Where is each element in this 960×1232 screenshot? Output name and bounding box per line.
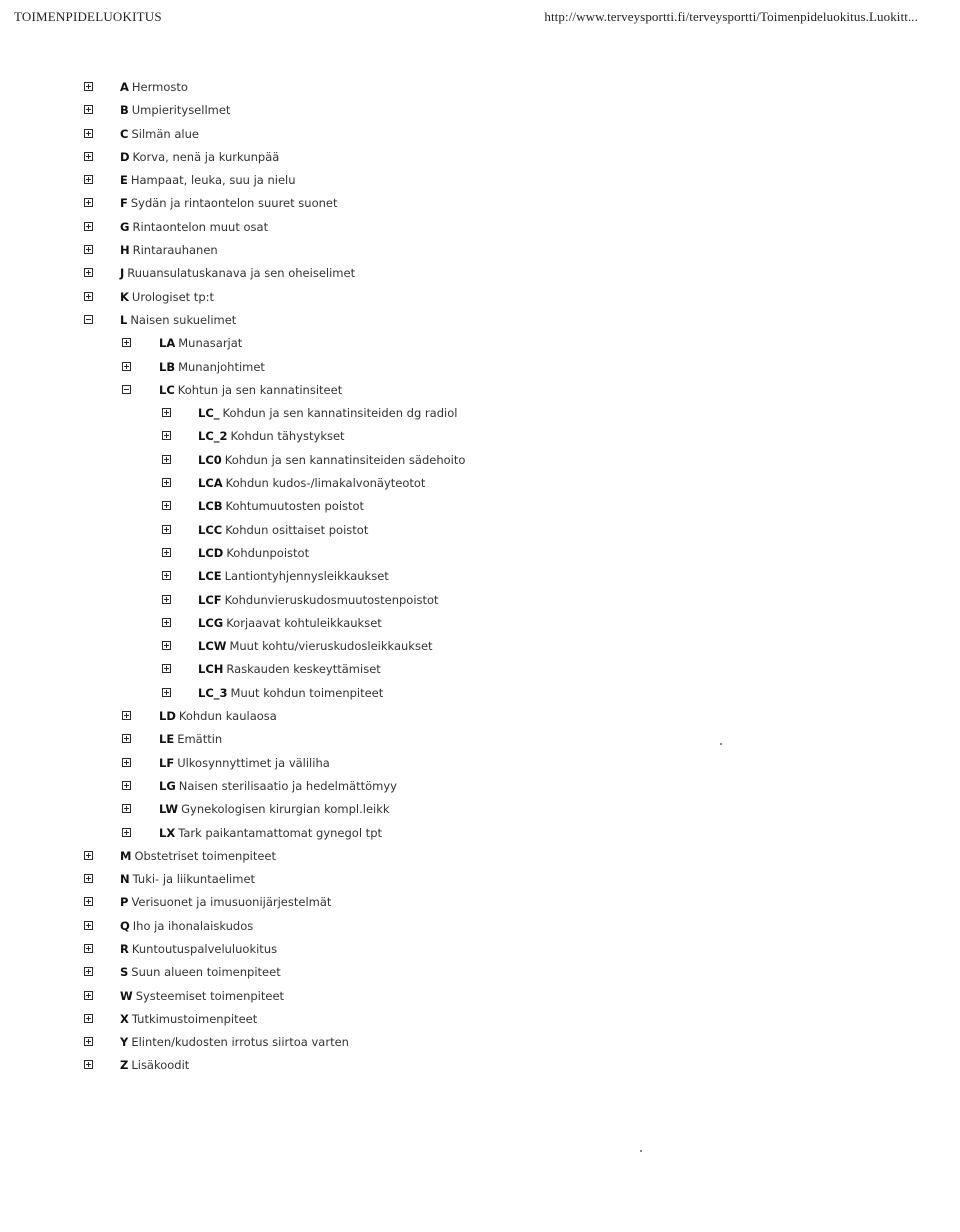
expand-icon[interactable] (162, 455, 171, 464)
scan-speck (720, 743, 722, 745)
tree-node-e[interactable] (0, 169, 900, 192)
tree-node-n[interactable] (0, 868, 900, 891)
tree-node-text[interactable] (198, 565, 389, 588)
tree-node-text[interactable] (159, 752, 330, 775)
tree-node-code: LCG (198, 615, 224, 630)
tree-node-label: Verisuonet ja imusuonijärjestelmät (131, 895, 332, 910)
tree-node-text[interactable] (120, 216, 268, 239)
tree-node-label: Kohdun kudos-/limakalvonäyteotot (225, 476, 426, 491)
tree-node-label: Kohdun ja sen kannatinsiteiden dg radiol (222, 406, 458, 421)
tree-node-label: Emättin (177, 732, 223, 747)
tree-node-text[interactable] (120, 1031, 349, 1054)
tree-node-text[interactable] (120, 192, 337, 215)
tree-node-code: LCF (198, 592, 222, 607)
expand-icon[interactable] (84, 175, 93, 184)
tree-node-label: Rintarauhanen (132, 243, 218, 258)
expand-icon[interactable] (84, 222, 93, 231)
expand-icon[interactable] (84, 944, 93, 953)
page-url[interactable]: http://www.terveysportti.fi/terveysportti/Toimenpideluokitus.Luokitt... (544, 9, 918, 24)
tree-node-lf[interactable] (0, 752, 900, 775)
tree-node-text[interactable] (198, 682, 383, 705)
tree-node-code: LE (159, 732, 175, 747)
tree-node-label: Rintaontelon muut osat (132, 219, 269, 234)
tree-node-code: N (120, 872, 130, 887)
tree-node-code: A (120, 80, 129, 94)
tree-node-text[interactable] (159, 332, 242, 355)
tree-node-code: LC (159, 382, 175, 397)
tree-node-code: LCB (198, 499, 223, 514)
tree-node-code: LA (159, 336, 176, 351)
tree-node-code: E (120, 173, 128, 188)
tree-node-text[interactable] (159, 798, 390, 821)
expand-icon[interactable] (122, 758, 131, 767)
tree-node-text[interactable] (120, 262, 355, 285)
tree-node-code: LC_ (198, 406, 220, 421)
tree-node-text[interactable] (198, 449, 465, 472)
tree-node-g[interactable] (0, 216, 900, 239)
expand-icon[interactable] (122, 362, 131, 371)
tree-node-text[interactable] (120, 169, 296, 192)
expand-icon[interactable] (162, 595, 171, 604)
tree-node-code: LX (159, 825, 176, 840)
tree-node-label: Kohdun osittaiset poistot (225, 522, 369, 537)
tree-node-label: Iho ja ihonalaiskudos (132, 918, 254, 933)
tree-node-w[interactable] (0, 985, 900, 1008)
expand-icon[interactable] (122, 711, 131, 720)
tree-node-label: Kuntoutuspalveluluokitus (131, 941, 278, 956)
tree-node-code: M (120, 848, 132, 863)
tree-node-text[interactable] (120, 76, 188, 99)
tree-node-text[interactable] (120, 123, 199, 146)
expand-icon[interactable] (84, 897, 93, 906)
expand-icon[interactable] (162, 664, 171, 673)
tree-node-label: Tark paikantamattomat gynegol tpt (178, 825, 382, 840)
tree-node-label: Gynekologisen kirurgian kompl.leikk (181, 802, 390, 817)
tree-node-text[interactable] (198, 495, 364, 518)
tree-node-lcb[interactable] (0, 495, 900, 518)
tree-node-code: Y (120, 1035, 129, 1050)
tree-node-code: LCH (198, 662, 224, 677)
tree-node-code: Q (120, 918, 130, 933)
tree-node-lg[interactable] (0, 775, 900, 798)
tree-node-lc0[interactable] (0, 449, 900, 472)
tree-node-label: Kohdun kaulaosa (178, 709, 277, 724)
collapse-icon[interactable] (122, 385, 131, 394)
tree-node-text[interactable] (159, 356, 265, 379)
tree-node-x[interactable] (0, 1008, 900, 1031)
tree-node-d[interactable] (0, 146, 900, 169)
tree-node-lcw[interactable] (0, 635, 900, 658)
tree-node-code: LB (159, 359, 176, 374)
expand-icon[interactable] (122, 828, 131, 837)
classification-tree (0, 76, 900, 1078)
tree-node-text[interactable] (120, 1054, 189, 1077)
tree-node-label: Elinten/kudosten irrotus siirtoa varten (131, 1035, 349, 1050)
tree-node-lc-[interactable] (0, 402, 900, 425)
tree-node-le[interactable] (0, 728, 900, 751)
tree-node-lc-3[interactable] (0, 682, 900, 705)
tree-node-code: X (120, 1011, 129, 1026)
expand-icon[interactable] (84, 292, 93, 301)
tree-node-code: G (120, 219, 130, 234)
tree-node-code: P (120, 895, 129, 910)
tree-node-text[interactable] (198, 542, 309, 565)
tree-node-text[interactable] (120, 938, 277, 961)
tree-node-k[interactable] (0, 286, 900, 309)
tree-node-lw[interactable] (0, 798, 900, 821)
expand-icon[interactable] (84, 198, 93, 207)
tree-node-text[interactable] (159, 822, 382, 845)
expand-icon[interactable] (162, 525, 171, 534)
tree-node-lcc[interactable] (0, 519, 900, 542)
tree-node-label: Obstetriset toimenpiteet (134, 848, 277, 863)
tree-node-label: Kohdunvieruskudosmuutostenpoistot (224, 592, 439, 607)
tree-node-a[interactable] (0, 76, 900, 99)
tree-node-text[interactable] (120, 985, 284, 1008)
tree-node-code: L (120, 312, 128, 327)
tree-node-code: LCD (198, 545, 224, 560)
tree-node-text[interactable] (198, 425, 345, 448)
tree-node-label: Silmän alue (131, 126, 199, 141)
tree-node-text[interactable] (198, 519, 368, 542)
tree-node-text[interactable] (120, 845, 276, 868)
tree-node-code: C (120, 126, 129, 141)
expand-icon[interactable] (122, 338, 131, 347)
tree-node-c[interactable] (0, 123, 900, 146)
expand-icon[interactable] (84, 851, 93, 860)
tree-node-text[interactable] (120, 309, 236, 332)
expand-icon[interactable] (84, 967, 93, 976)
tree-node-label: Ruuansulatuskanava ja sen oheiselimet (127, 266, 356, 281)
tree-node-code: LW (159, 802, 179, 817)
tree-node-label: Suun alueen toimenpiteet (131, 965, 281, 980)
tree-node-code: LG (159, 778, 176, 793)
tree-node-lcg[interactable] (0, 612, 900, 635)
tree-node-text[interactable] (120, 99, 230, 122)
tree-node-text[interactable] (120, 286, 214, 309)
tree-node-code: W (120, 988, 133, 1003)
tree-node-label: Munanjohtimet (178, 359, 265, 374)
collapse-icon[interactable] (84, 315, 93, 324)
tree-node-lcd[interactable] (0, 542, 900, 565)
tree-node-text[interactable] (159, 775, 397, 798)
tree-node-h[interactable] (0, 239, 900, 262)
tree-node-lce[interactable] (0, 565, 900, 588)
tree-node-code: R (120, 941, 129, 956)
tree-node-label: Urologiset tp:t (131, 289, 214, 304)
tree-node-text[interactable] (159, 705, 277, 728)
tree-node-code: LD (159, 709, 176, 724)
tree-node-lc-2[interactable] (0, 425, 900, 448)
expand-icon[interactable] (122, 804, 131, 813)
tree-node-text[interactable] (120, 891, 331, 914)
tree-node-text[interactable] (120, 868, 255, 891)
tree-node-label: Muut kohdun toimenpiteet (230, 685, 384, 700)
tree-node-label: Systeemiset toimenpiteet (135, 988, 285, 1003)
tree-node-code: LC_3 (198, 685, 228, 700)
tree-node-text[interactable] (120, 961, 281, 984)
tree-node-label: Tuki- ja liikuntaelimet (132, 872, 256, 887)
expand-icon[interactable] (162, 408, 171, 417)
tree-node-label: Korva, nenä ja kurkunpää (132, 149, 280, 164)
tree-node-text[interactable] (198, 658, 381, 681)
tree-node-l[interactable] (0, 309, 900, 332)
expand-icon[interactable] (84, 152, 93, 161)
tree-node-text[interactable] (198, 635, 433, 658)
expand-icon[interactable] (84, 1014, 93, 1023)
expand-icon[interactable] (162, 688, 171, 697)
tree-node-label: Kohdunpoistot (226, 545, 310, 560)
expand-icon[interactable] (84, 874, 93, 883)
tree-node-ld[interactable] (0, 705, 900, 728)
tree-node-label: Lisäkoodit (131, 1058, 190, 1073)
tree-node-text[interactable] (198, 472, 425, 495)
expand-icon[interactable] (84, 245, 93, 254)
tree-node-label: Umpieritysellmet (131, 103, 231, 118)
tree-node-code: J (120, 266, 125, 281)
tree-node-code: D (120, 149, 130, 164)
tree-node-label: Korjaavat kohtuleikkaukset (226, 615, 382, 630)
tree-node-code: LCC (198, 522, 223, 537)
tree-node-label: Ulkosynnyttimet ja väliliha (177, 755, 330, 770)
tree-node-lch[interactable] (0, 658, 900, 681)
tree-node-code: S (120, 965, 129, 980)
tree-node-label: Hermosto (131, 80, 188, 94)
tree-node-text[interactable] (120, 146, 279, 169)
tree-node-code: H (120, 243, 130, 258)
tree-node-label: Tutkimustoimenpiteet (131, 1011, 258, 1026)
tree-node-label: Kohtun ja sen kannatinsiteet (177, 382, 343, 397)
expand-icon[interactable] (162, 478, 171, 487)
tree-node-code: LF (159, 755, 175, 770)
tree-node-s[interactable] (0, 961, 900, 984)
tree-node-code: K (120, 289, 129, 304)
expand-icon[interactable] (84, 1060, 93, 1069)
tree-node-text[interactable] (120, 915, 253, 938)
tree-node-la[interactable] (0, 332, 900, 355)
tree-node-q[interactable] (0, 915, 900, 938)
tree-node-label: Naisen sterilisaatio ja hedelmättömyy (178, 778, 397, 793)
tree-node-text[interactable] (159, 728, 222, 751)
tree-node-text[interactable] (120, 239, 218, 262)
expand-icon[interactable] (84, 129, 93, 138)
tree-node-label: Kohdun tähystykset (230, 429, 345, 444)
expand-icon[interactable] (84, 268, 93, 277)
tree-node-r[interactable] (0, 938, 900, 961)
tree-node-text[interactable] (198, 589, 439, 612)
print-header (0, 0, 960, 30)
tree-node-label: Kohtumuutosten poistot (225, 499, 365, 514)
expand-icon[interactable] (84, 105, 93, 114)
expand-icon[interactable] (162, 571, 171, 580)
tree-node-label: Raskauden keskeyttämiset (226, 662, 381, 677)
tree-node-code: LC0 (198, 452, 222, 467)
tree-node-p[interactable] (0, 891, 900, 914)
tree-node-text[interactable] (198, 612, 382, 635)
tree-node-label: Lantiontyhjennysleikkaukset (224, 569, 389, 584)
tree-node-lx[interactable] (0, 822, 900, 845)
tree-node-b[interactable] (0, 99, 900, 122)
tree-node-j[interactable] (0, 262, 900, 285)
expand-icon[interactable] (162, 548, 171, 557)
tree-node-label: Muut kohtu/vieruskudosleikkaukset (229, 639, 433, 654)
expand-icon[interactable] (84, 82, 93, 91)
expand-icon[interactable] (84, 991, 93, 1000)
tree-node-lcf[interactable] (0, 589, 900, 612)
tree-node-label: Munasarjat (178, 336, 243, 351)
tree-node-code: LCW (198, 639, 227, 654)
tree-node-code: Z (120, 1058, 129, 1073)
expand-icon[interactable] (84, 921, 93, 930)
expand-icon[interactable] (122, 781, 131, 790)
tree-node-text[interactable] (120, 1008, 257, 1031)
tree-node-f[interactable] (0, 192, 900, 215)
tree-node-lc[interactable] (0, 379, 900, 402)
page-title: TOIMENPIDELUOKITUS (14, 9, 162, 24)
tree-node-code: LC_2 (198, 429, 228, 444)
expand-icon[interactable] (84, 1037, 93, 1046)
tree-node-lb[interactable] (0, 356, 900, 379)
tree-node-code: B (120, 103, 129, 118)
tree-node-text[interactable] (159, 379, 342, 402)
tree-node-label: Kohdun ja sen kannatinsiteiden sädehoito (224, 452, 466, 467)
scan-speck (640, 1150, 642, 1152)
tree-node-text[interactable] (198, 402, 457, 425)
tree-node-lca[interactable] (0, 472, 900, 495)
expand-icon[interactable] (162, 618, 171, 627)
tree-node-y[interactable] (0, 1031, 900, 1054)
tree-node-code: F (120, 196, 128, 211)
tree-node-m[interactable] (0, 845, 900, 868)
tree-node-z[interactable] (0, 1054, 900, 1077)
expand-icon[interactable] (122, 734, 131, 743)
tree-node-label: Hampaat, leuka, suu ja nielu (130, 173, 296, 188)
expand-icon[interactable] (162, 431, 171, 440)
expand-icon[interactable] (162, 641, 171, 650)
tree-node-label: Sydän ja rintaontelon suuret suonet (130, 196, 338, 211)
tree-node-code: LCE (198, 569, 222, 584)
expand-icon[interactable] (162, 501, 171, 510)
tree-node-code: LCA (198, 476, 223, 491)
tree-node-label: Naisen sukuelimet (130, 312, 237, 327)
